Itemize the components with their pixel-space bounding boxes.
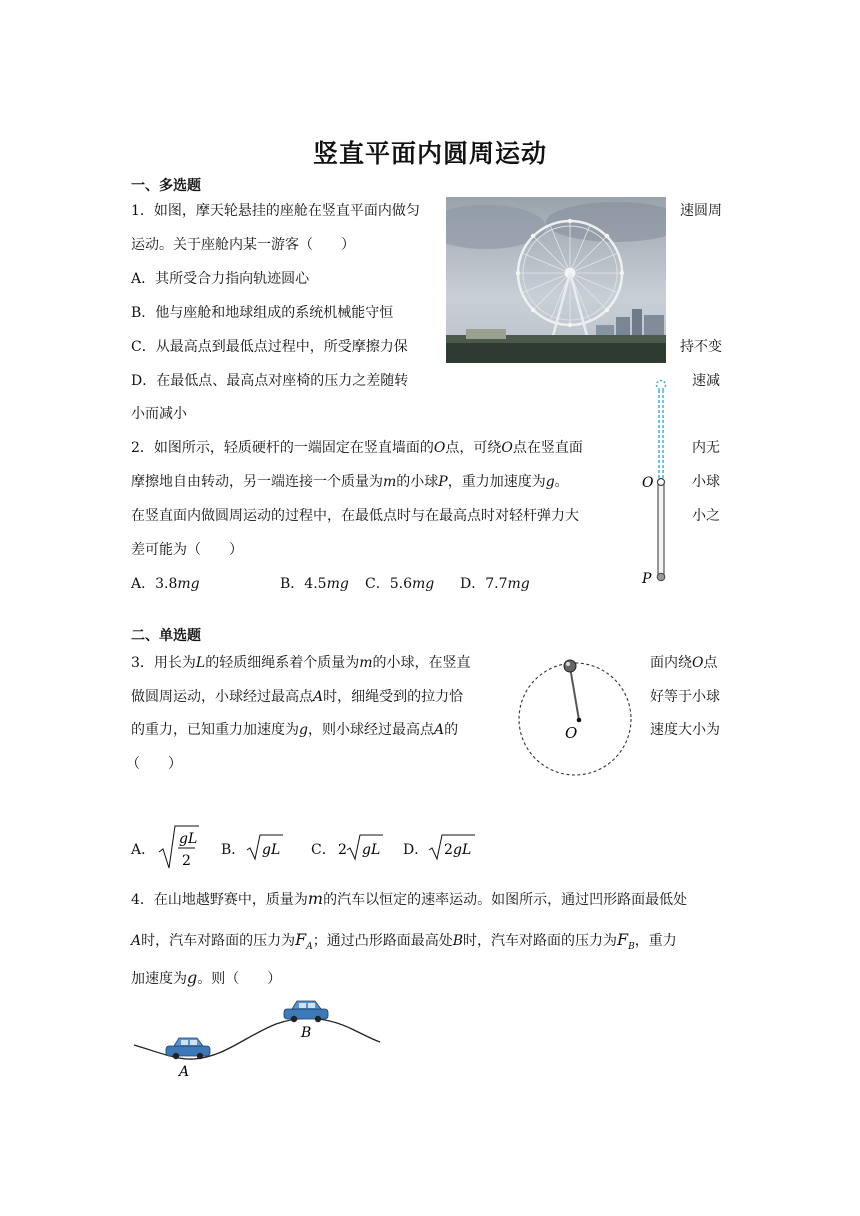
q3-line1-d: 面内绕 (650, 655, 692, 671)
q2-point-o2: O (501, 440, 513, 456)
rod-diagram (636, 376, 680, 588)
q2-option-b-unit: mg (326, 576, 349, 592)
svg-text:2: 2 (182, 853, 191, 869)
svg-text:gL: gL (179, 831, 198, 847)
q3-line4: （ ） (126, 756, 182, 772)
q3-line3-b: ，则小球经过最高点 (307, 722, 434, 738)
car-at-a (166, 1038, 210, 1059)
svg-text:gL: gL (362, 842, 381, 858)
svg-text:gL: gL (453, 842, 472, 858)
q3-line1 (131, 653, 471, 673)
q2-point-o: O (433, 440, 446, 456)
q2-ball-p: P (438, 474, 448, 490)
q4-gravity-g: g (187, 968, 198, 987)
q4-line2-d: ，重力 (634, 933, 677, 949)
q3-line3 (131, 720, 458, 740)
q2-mass-m: m (383, 474, 397, 490)
q4-line1 (131, 889, 687, 910)
label-o: O (642, 475, 654, 491)
q3-line3-a: 的重力，已知重力加速度为 (131, 722, 299, 738)
q3-line2 (131, 687, 463, 707)
car-at-b (284, 1001, 328, 1022)
q1-option-c-cont: 持不变 (680, 339, 722, 355)
q3-option-b-formula (245, 832, 285, 862)
q3-option-c-label: C． (311, 842, 336, 858)
q3-length-l: L (195, 655, 206, 671)
q1-option-d-cont: 速减 (692, 373, 720, 389)
q2-gravity-g: g (545, 474, 555, 490)
q2-option-b-value: B．4.5 (280, 576, 327, 592)
q3-line3-cont: 速度大小为 (650, 722, 720, 738)
q2-option-d (460, 574, 530, 594)
q2-option-a-value: A．3.8 (131, 576, 178, 592)
q1-line2: 运动。关于座舱内某一游客（ ） (131, 237, 355, 253)
q2-line3-cont: 小之 (692, 508, 720, 524)
label-p: P (642, 571, 652, 587)
q3-option-c-formula (337, 832, 385, 862)
q4-force-fa-sub: A (306, 941, 313, 952)
q3-line1-c: 的小球，在竖直 (372, 655, 471, 671)
ball-top-position (657, 381, 666, 390)
ball-a (564, 660, 576, 672)
q2-option-c (365, 574, 434, 594)
q4-line3-b: 。则（ ） (197, 971, 282, 987)
road-diagram (128, 996, 386, 1084)
q4-line1-a: 4．在山地越野赛中，质量为 (131, 892, 308, 908)
ball-highlight (566, 662, 570, 666)
q4-mass-m: m (307, 889, 324, 908)
q3-option-a-formula (157, 822, 201, 872)
q2-line2-b: 的小球 (396, 474, 439, 490)
q2-option-a (131, 574, 200, 594)
q4-line2 (131, 930, 677, 957)
q3-options (131, 822, 511, 872)
q4-force-fa: F (295, 930, 307, 949)
rod (658, 482, 664, 576)
svg-text:gL: gL (262, 842, 281, 858)
q3-line1-e: 点 (703, 655, 718, 671)
page-title: 竖直平面内圆周运动 (312, 139, 547, 168)
q2-option-d-value: D．7.7 (460, 576, 508, 592)
center-o (577, 718, 582, 723)
q2-line2-c: ，重力加速度为 (447, 474, 546, 490)
q3-line1-b: 的轻质细绳系着个质量为 (205, 655, 360, 671)
label-o: O (565, 724, 578, 742)
q2-option-c-value: C．5.6 (365, 576, 412, 592)
section-heading-multi: 一、多选题 (131, 178, 201, 194)
q3-line2-cont: 好等于小球 (650, 689, 720, 705)
q2-line1-b: 点，可绕 (445, 440, 502, 456)
q4-force-fb-sub: B (628, 941, 635, 952)
q3-point-o: O (692, 655, 704, 671)
q2-line1-c: 点在竖直面 (512, 440, 583, 456)
q4-line3 (131, 968, 281, 989)
q2-option-c-unit: mg (411, 576, 435, 592)
circular-path (519, 663, 631, 775)
q2-line1-cont: 内无 (692, 440, 720, 456)
q4-point-a: A (131, 933, 142, 949)
q3-mass-m: m (359, 655, 373, 671)
q1-option-c: C．从最高点到最低点过程中，所受摩擦力保 (131, 339, 408, 355)
q3-line2-a: 做圆周运动，小球经过最高点 (131, 689, 313, 705)
q1-line1: 1．如图，摩天轮悬挂的座舱在竖直平面内做匀 (131, 203, 420, 219)
label-a: A (179, 1064, 190, 1080)
q2-option-b (280, 574, 349, 594)
q2-line3: 在竖直面内做圆周运动的过程中，在最低点时与在最高点时对轻杆弹力大 (131, 508, 579, 524)
q2-line2-cont: 小球 (692, 474, 720, 490)
q4-line3-a: 加速度为 (131, 971, 187, 987)
q3-line1-cont (650, 653, 717, 673)
svg-text:2: 2 (444, 842, 453, 858)
q2-line4: 差可能为（ ） (131, 542, 243, 558)
q3-option-d-label: D． (403, 842, 429, 858)
label-b: B (301, 1025, 312, 1041)
q4-line2-c: 时，汽车对路面的压力为 (463, 933, 618, 949)
q3-gravity-g: g (299, 722, 308, 738)
q2-option-a-unit: mg (177, 576, 200, 592)
q4-line2-a: 时，汽车对路面的压力为 (141, 933, 296, 949)
q4-point-b: B (452, 933, 464, 949)
ball-p (657, 573, 665, 581)
q1-option-d-wrap: 小而减小 (131, 406, 187, 422)
circular-motion-diagram (516, 654, 636, 780)
q3-option-a-label: A． (131, 842, 156, 858)
q1-option-a: A．其所受合力指向轨迹圆心 (131, 271, 310, 287)
q3-line1-a: 3．用长为 (131, 655, 196, 671)
svg-text:2: 2 (338, 842, 347, 858)
string (570, 667, 579, 720)
q3-point-a2: A (433, 722, 445, 738)
q3-option-b-label: B． (221, 842, 246, 858)
q2-line1-a: 2．如图所示，轻质硬杆的一端固定在竖直墙面的 (131, 440, 434, 456)
q2-line2 (131, 472, 569, 492)
q2-line1 (131, 438, 583, 458)
q1-line1-cont: 速圆周 (680, 203, 722, 219)
q4-line2-b: ；通过凸形路面最高处 (312, 933, 453, 949)
q2-option-d-unit: mg (507, 576, 530, 592)
q3-point-a: A (313, 689, 324, 705)
q3-line3-c: 的 (444, 722, 459, 738)
q4-force-fb: F (617, 930, 629, 949)
q2-line2-d: 。 (554, 474, 569, 490)
q4-line1-b: 的汽车以恒定的速率运动。如图所示，通过凹形路面最低处 (323, 892, 688, 908)
q2-line2-a: 摩擦地自由转动，另一端连接一个质量为 (131, 474, 383, 490)
section-heading-single: 二、单选题 (131, 628, 201, 644)
ferris-wheel-photo (446, 197, 666, 363)
q1-option-b: B．他与座舱和地球组成的系统机械能守恒 (131, 305, 394, 321)
q1-option-d: D．在最低点、最高点对座椅的压力之差随转 (131, 373, 409, 389)
q3-option-d-formula (427, 832, 477, 862)
q3-line2-b: 时，细绳受到的拉力恰 (323, 689, 464, 705)
pivot-o (658, 479, 665, 486)
